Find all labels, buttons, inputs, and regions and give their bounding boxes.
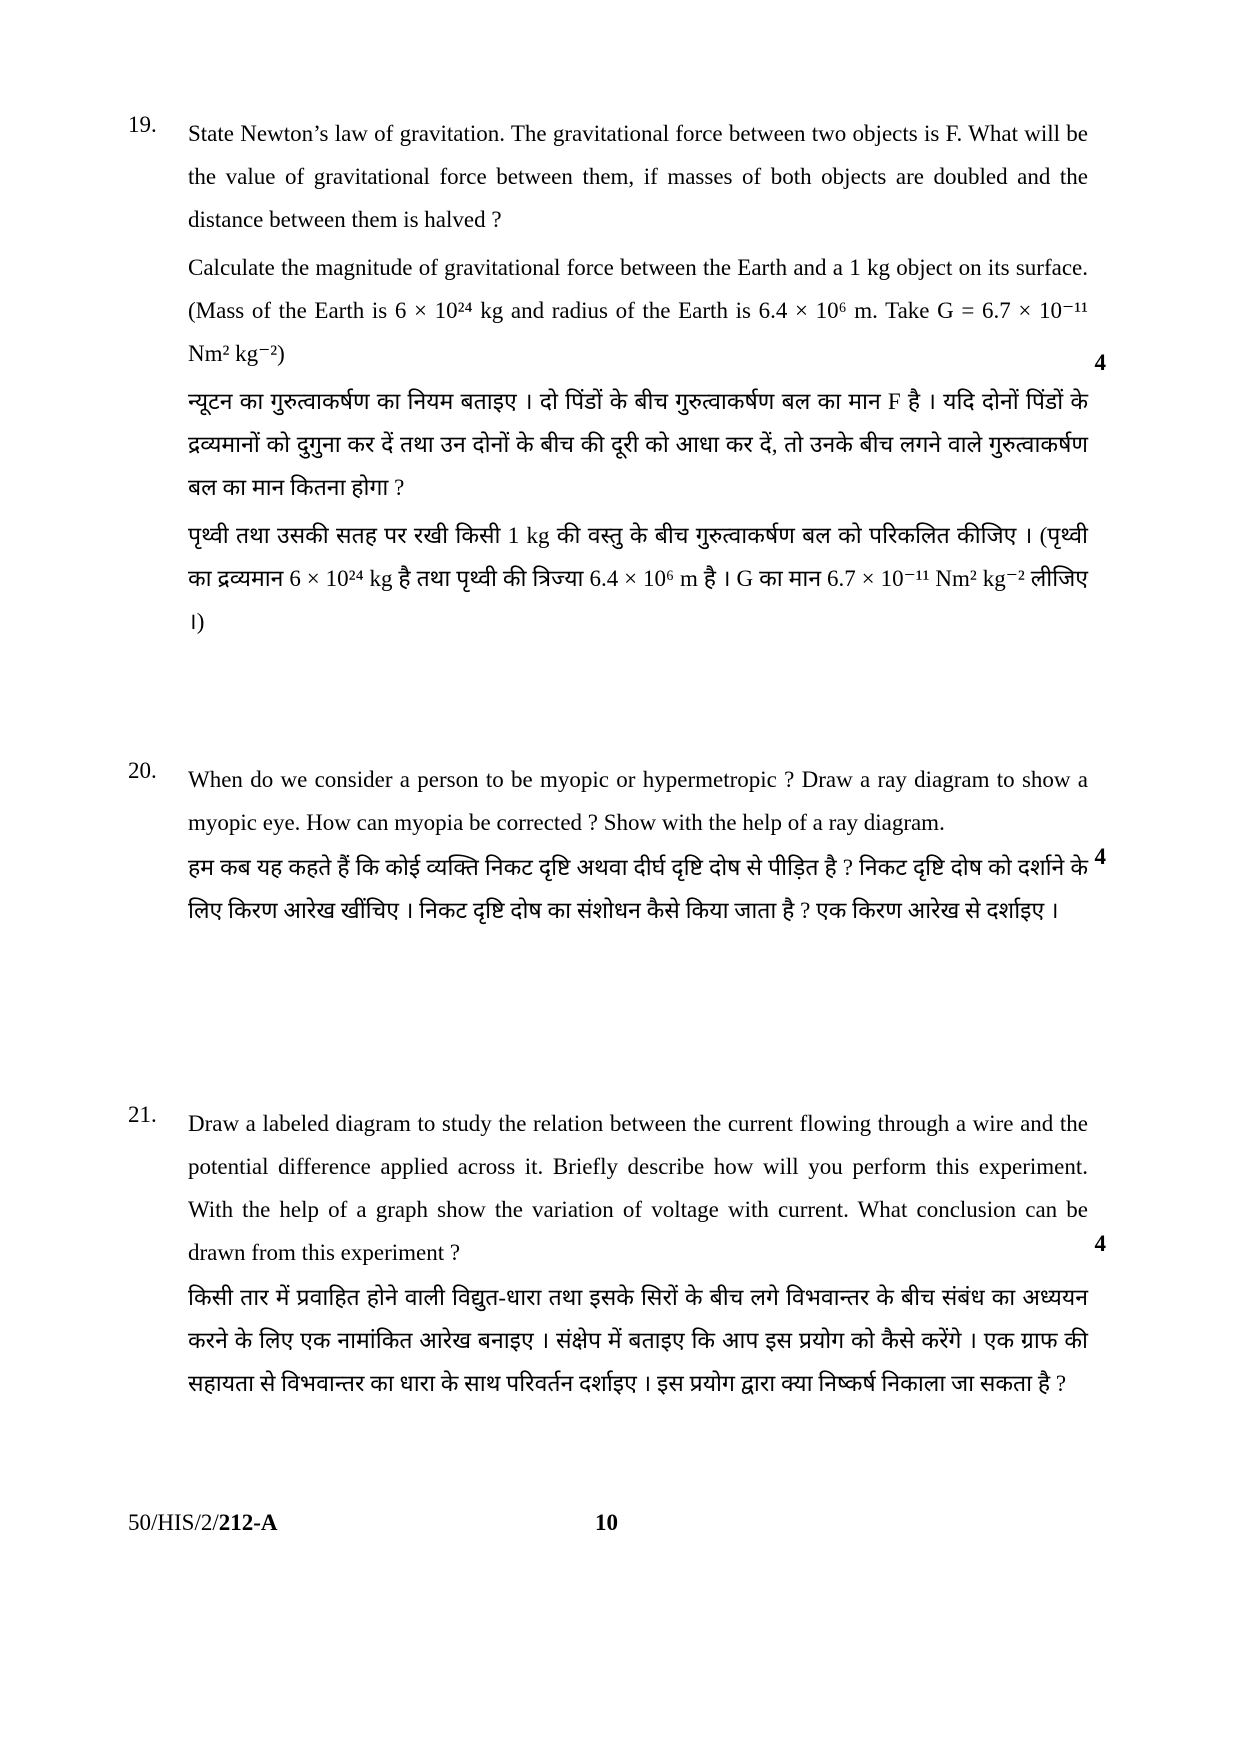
question-number: 19. — [128, 112, 157, 137]
question-text-hi: किसी तार में प्रवाहित होने वाली विद्युत-धारा तथा इसके सिरों के बीच लगे विभवान्तर के बीच संबंध का अध्ययन करने के लिए एक नामांकित आरेख बनाइए । संक्षेप में बताइए कि आप इस प्रयोग को कैसे करेंगे । एक ग्राफ की सहायता से विभवान्तर का धारा के साथ परिवर्तन दर्शाइए । इस प्रयोग द्वारा क्या निष्कर्ष निकाला जा सकता है ? — [188, 1285, 1088, 1396]
paper-code-prefix: 50/HIS/2/ — [128, 1510, 219, 1535]
question-text-en: Draw a labeled diagram to study the relation between the current flowing through a wire and the potential difference applied across it. Briefly describe how will you perform this experiment. With the help of a graph show the variation of voltage with current. What conclusion can be drawn from this experiment ? — [188, 1111, 1088, 1265]
question-text-en: State Newton’s law of gravitation. The gravitational force between two objects is F. What will be the value of gravitational force between them, if masses of both objects are doubled and the distance between them is halved ? — [188, 121, 1088, 232]
question-text-hi: हम कब यह कहते हैं कि कोई व्यक्ति निकट दृष्टि अथवा दीर्घ दृष्टि दोष से पीड़ित है ? निकट दृष्टि दोष को दर्शाने के लिए किरण आरेख खींचिए । निकट दृष्टि दोष का संशोधन कैसे किया जाता है ? एक किरण आरेख से दर्शाइए । — [188, 855, 1088, 923]
question-text-en: When do we consider a person to be myopic or hypermetropic ? Draw a ray diagram to show a myopic eye. How can myopia be corrected ? Show with the help of a ray diagram. — [188, 767, 1088, 835]
question-number: 21. — [128, 1102, 157, 1127]
question-text-hi: न्यूटन का गुरुत्वाकर्षण का नियम बताइए । दो पिंडों के बीच गुरुत्वाकर्षण बल का मान F है । यदि दोनों पिंडों के द्रव्यमानों को दुगुना कर दें तथा उन दोनों के बीच की दूरी को आधा कर दें, तो उनके बीच लगने वाले गुरुत्वाकर्षण बल का मान कितना होगा ? — [188, 389, 1088, 500]
question-text-hi-calc: पृथ्वी तथा उसकी सतह पर रखी किसी 1 kg की वस्तु के बीच गुरुत्वाकर्षण बल को परिकलित कीजिए । (पृथ्वी का द्रव्यमान 6 × 10²⁴ kg है तथा पृथ्वी की त्रिज्या 6.4 × 10⁶ m है । G का मान 6.7 × 10⁻¹¹ Nm² kg⁻² लीजिए ।) — [188, 523, 1088, 634]
marks: 4 — [1094, 844, 1106, 869]
question-number: 20. — [128, 758, 157, 783]
marks: 4 — [1094, 350, 1106, 375]
paper-code — [128, 1510, 278, 1536]
page-number: 10 — [595, 1510, 618, 1535]
paper-code-bold: 212-A — [218, 1510, 278, 1535]
marks: 4 — [1094, 1231, 1106, 1256]
question-text-en-calc: Calculate the magnitude of gravitational force between the Earth and a 1 kg object on its surface. (Mass of the Earth is 6 × 10²⁴ kg and radius of the Earth is 6.4 × 10⁶ m. Take G = 6.7 × 10⁻¹¹ Nm² kg⁻²) — [188, 255, 1088, 366]
